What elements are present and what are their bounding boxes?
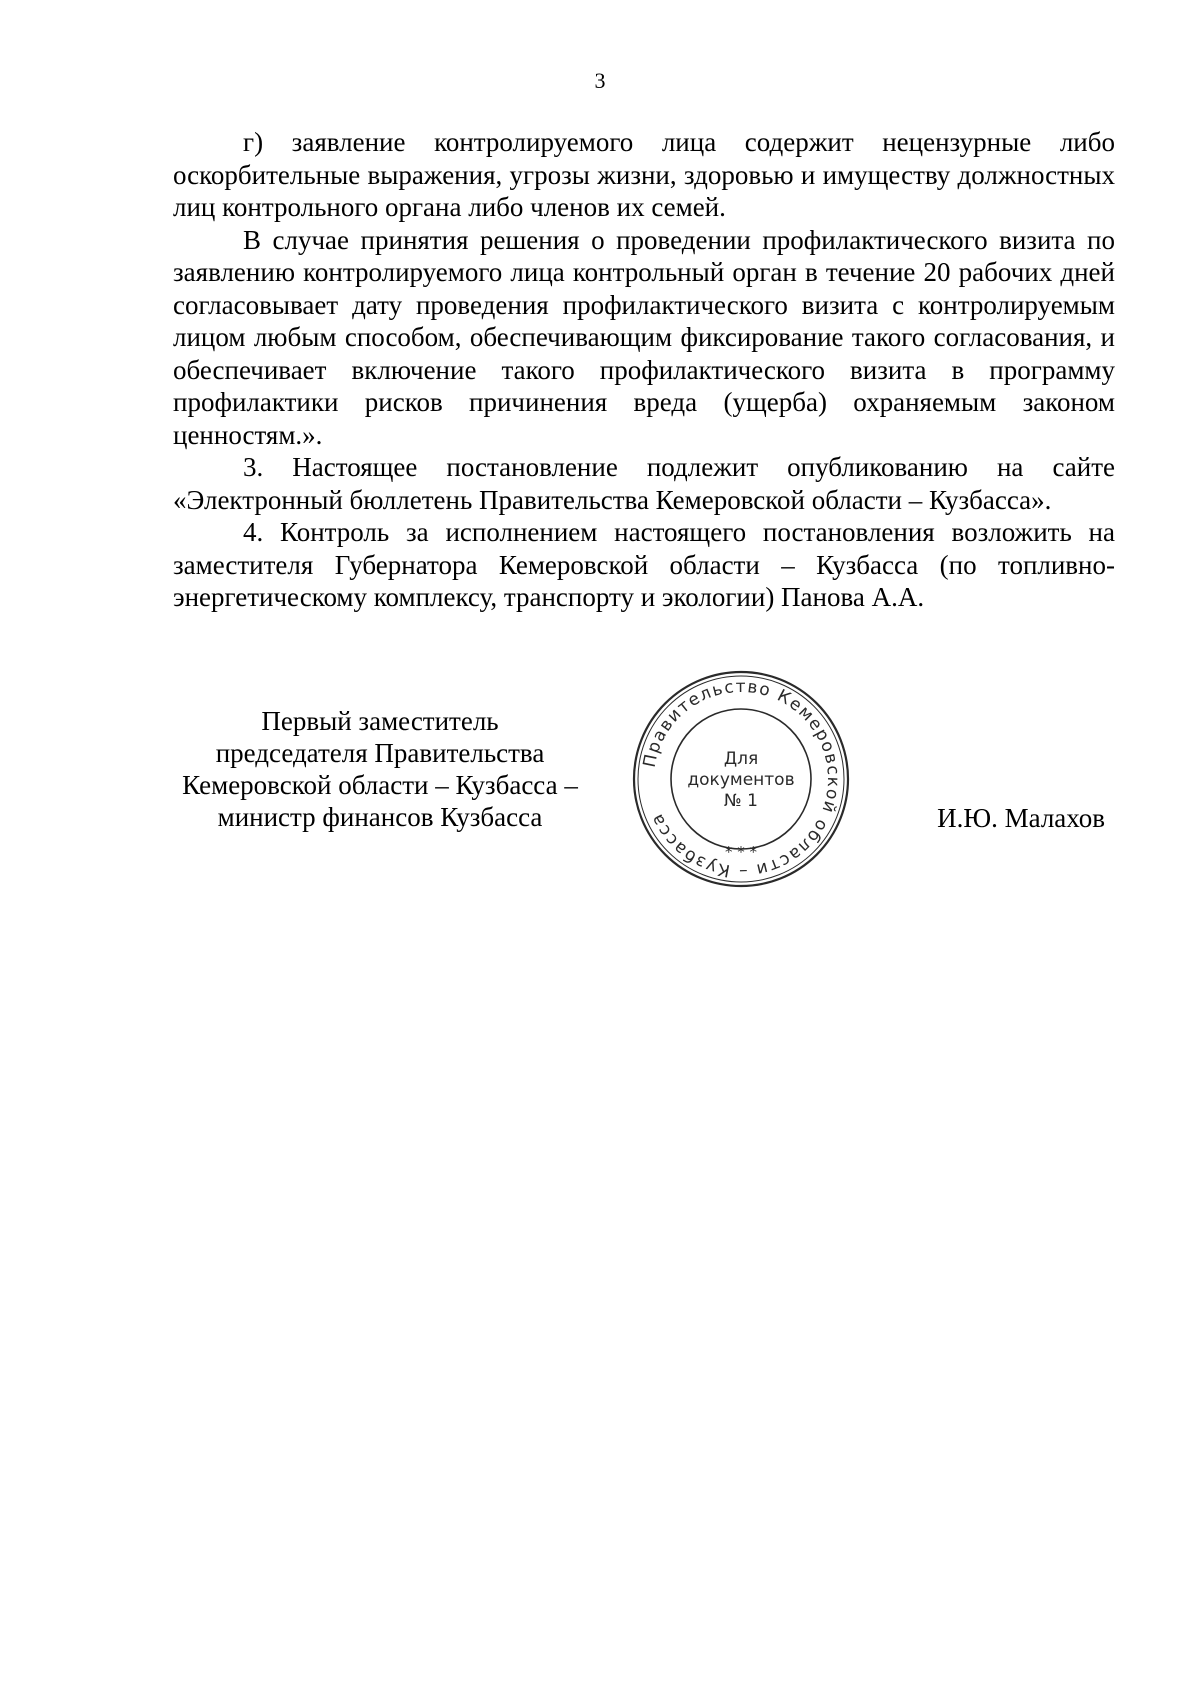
signatory-position-line: председателя Правительства (215, 738, 545, 768)
signatory-position-line: Первый заместитель (261, 706, 499, 736)
paragraph-clause-g: г) заявление контролируемого лица содержит нецензурные либо оскорбительные выражения, угрозы жизни, здоровью и имуществу должностных лиц контрольного органа либо членов их семей. (173, 127, 1115, 222)
paragraph-publication: 3. Настоящее постановление подлежит опубликованию на сайте «Электронный бюллетень Правительства Кемеровской области – Кузбасса». (173, 452, 1115, 515)
seal-center-line: Для (723, 749, 759, 769)
seal-stars: * * * (724, 843, 758, 861)
paragraph-visit-decision: В случае принятия решения о проведении профилактического визита по заявлению контролируемого лица контрольный орган в течение 20 рабочих дней согласовывает дату проведения профилактического визита с контролируемым лицом любым способом, обеспечивающим фиксирование такого согласования, и обеспечивает включение такого профилактического визита в программу профилактики рисков причинения вреда (ущерба) охраняемым законом ценностям.». (173, 224, 1115, 450)
seal-center-line: документов (687, 770, 795, 790)
seal-ring-text: Правительство Кемеровской области – Кузбасса (639, 676, 844, 882)
signatory-position-line: Кемеровской области – Кузбасса – (182, 770, 578, 800)
signatory-position-line: министр финансов Кузбасса (217, 802, 543, 832)
paragraph-control: 4. Контроль за исполнением настоящего постановления возложить на заместителя Губернатора Кемеровской области – Кузбасса (по топливно-энергетическому комплексу, транспорту и экологии) Панова А.А. (173, 517, 1115, 612)
page-number: 3 (594, 68, 606, 93)
seal-graphic (630, 668, 852, 890)
seal-center-line: № 1 (724, 791, 758, 811)
document-body (173, 126, 1115, 614)
official-seal-stamp (630, 668, 852, 890)
signer-name: И.Ю. Малахов (937, 803, 1105, 833)
signatory-position (150, 705, 610, 833)
